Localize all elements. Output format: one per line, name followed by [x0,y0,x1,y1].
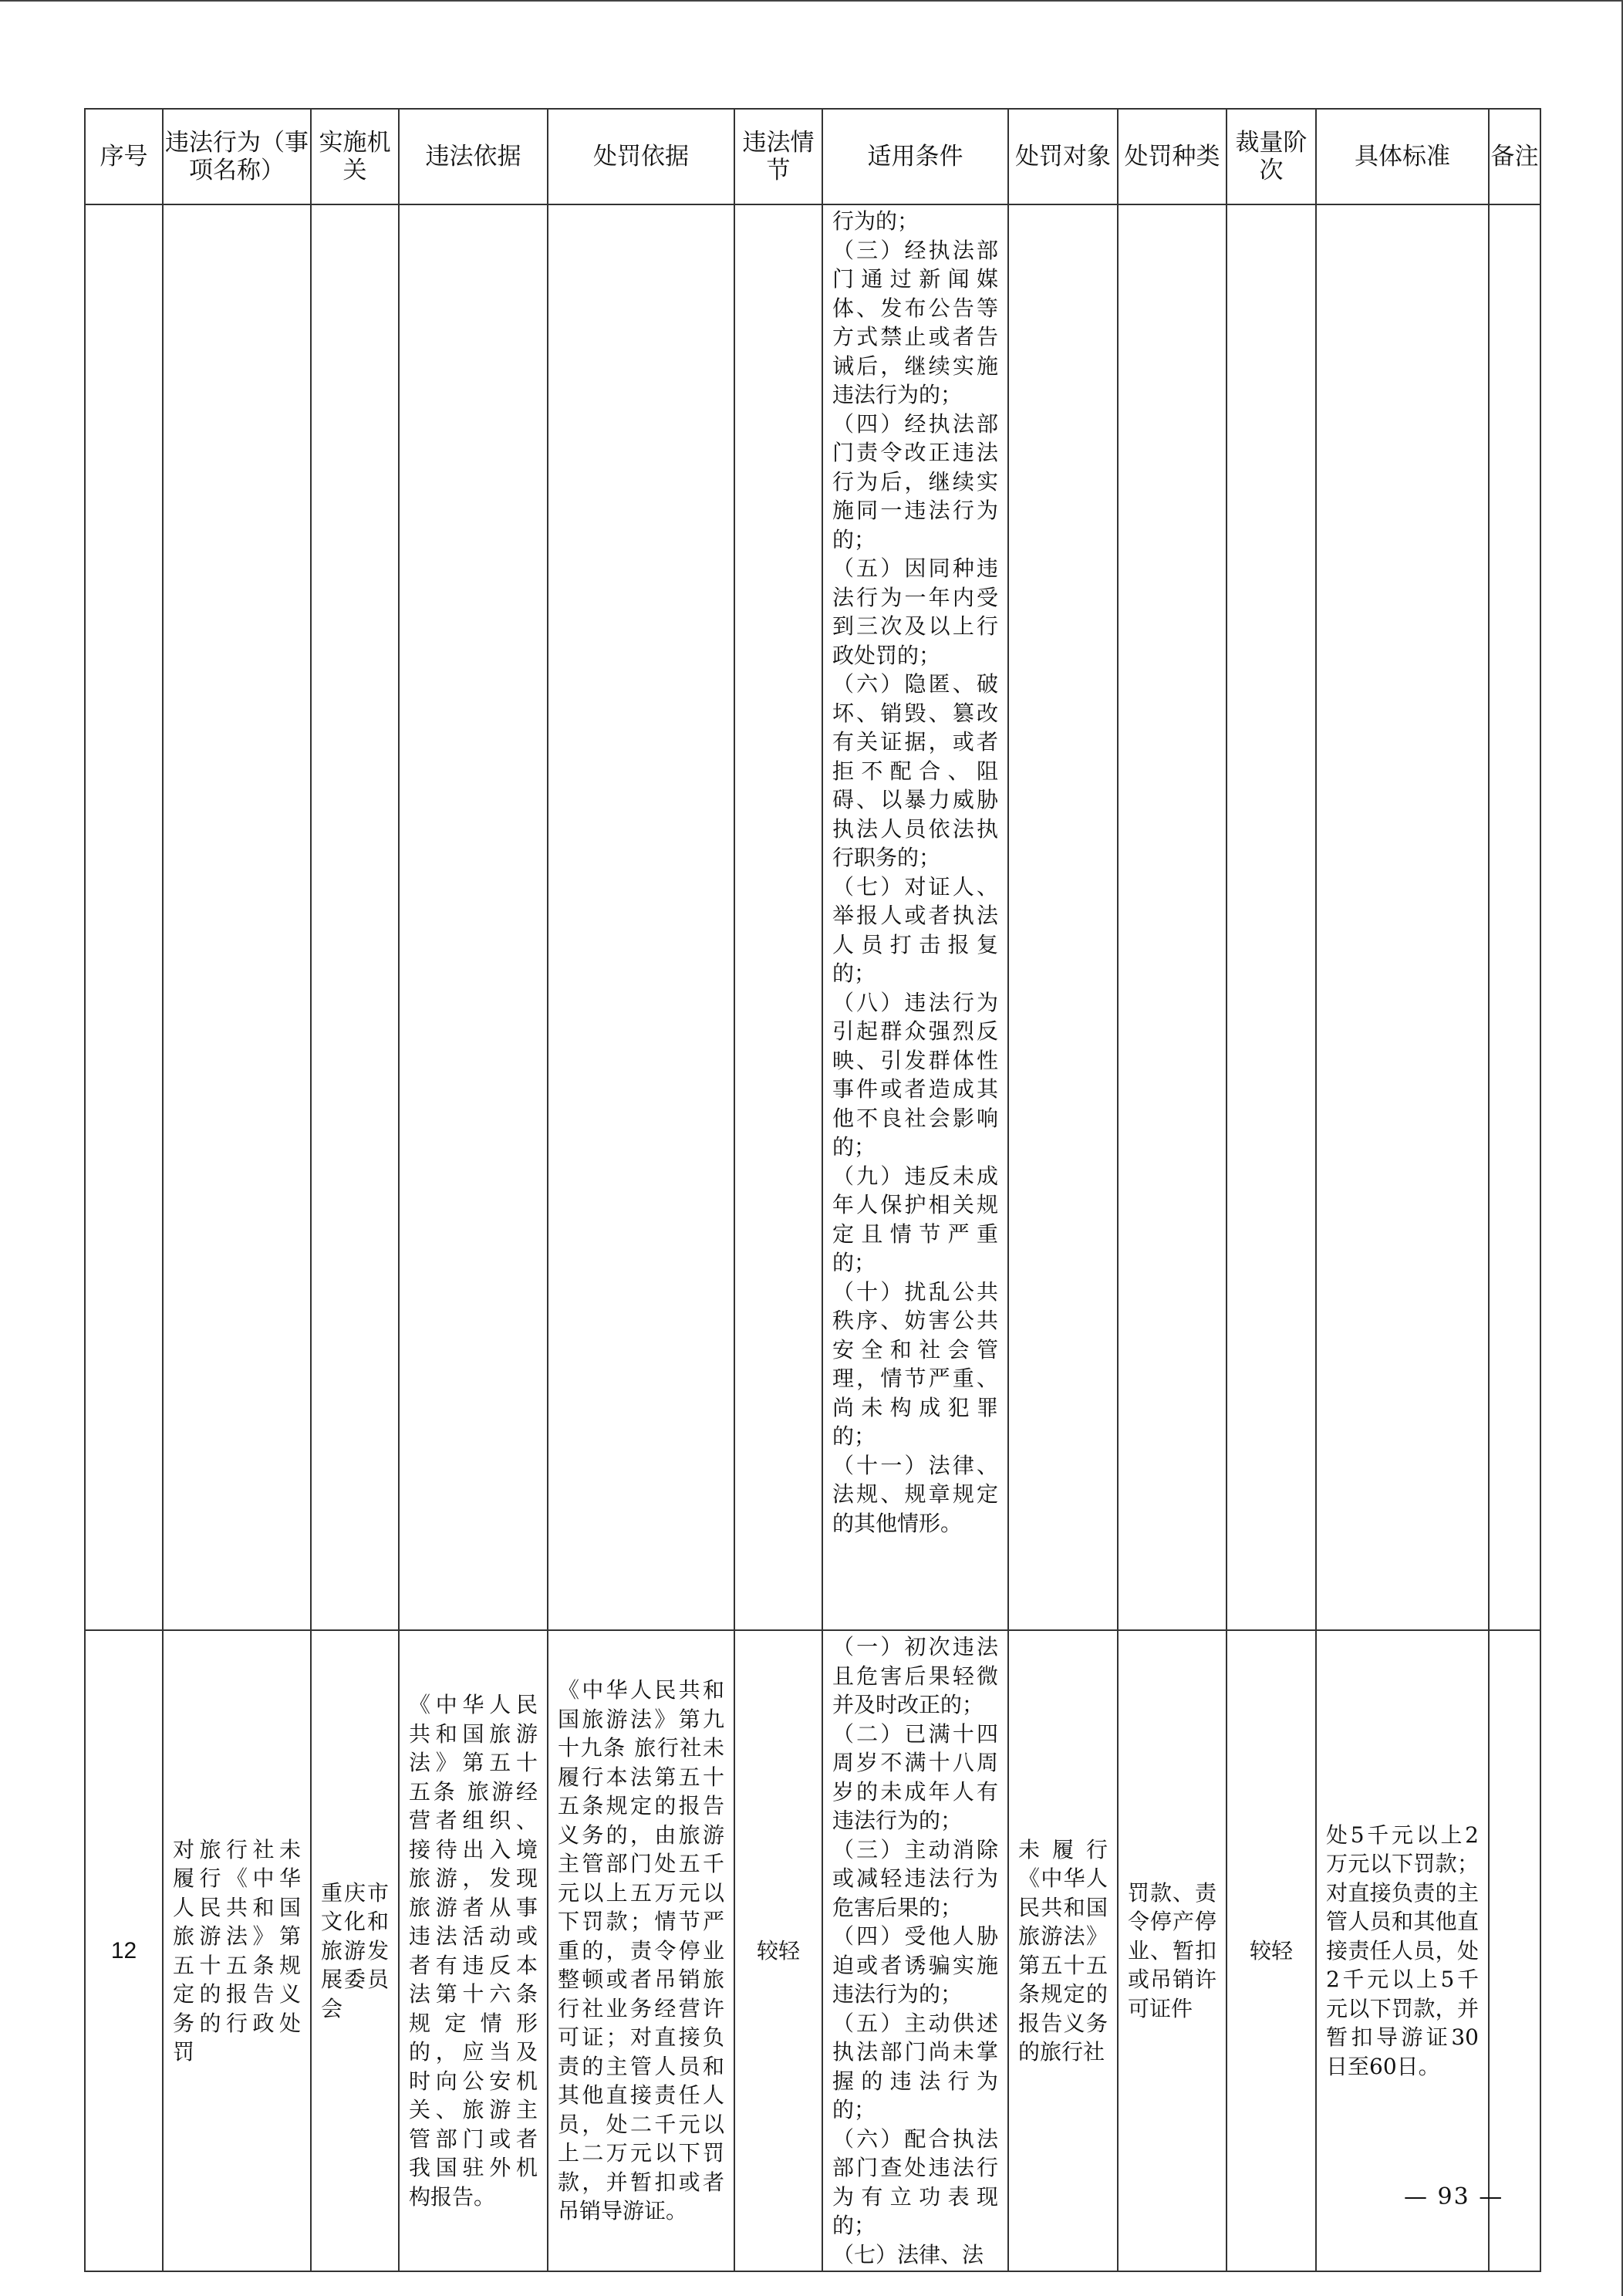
header-penalty-type: 处罚种类 [1118,109,1227,204]
condition-item: （四）经执法部门责令改正违法行为后，继续实施同一违法行为的； [832,410,998,552]
header-penalty-basis: 处罚依据 [548,109,734,204]
cell-penalty-basis [548,204,734,1630]
penalty-standard-table [84,108,1541,2272]
cell-standard [1316,1630,1489,2271]
cell-agency [311,1630,399,2271]
header-conditions: 适用条件 [822,109,1008,204]
header-item: 违法行为（事项名称） [163,109,311,204]
cell-remark [1489,1630,1540,2271]
cell-agency [311,204,399,1630]
condition-item: （五）因同种违法行为一年内受到三次及以上行政处罚的； [832,555,998,668]
header-remark: 备注 [1489,109,1540,204]
cell-level [1227,204,1316,1630]
cell-conditions [822,1630,1008,2271]
condition-item: （七）法律、法 [832,2241,984,2267]
penalty-basis-text: 《中华人民共和国旅游法》第九十九条 旅行社未履行本法第五十五条规定的报告义务的，由旅游主管部门处五千元以上五万元以下罚款；情节严重的，责令停业整顿或者吊销旅行社业务经营许可证；对直接负责的主管人员和其他直接责任人员，处二千元以上二万元以下罚款，并暂扣或者吊销导游证。 [558,1677,724,2224]
cell-penalty-type [1118,1630,1227,2271]
cell-target [1008,1630,1118,2271]
condition-item: （十一）法律、法规、规章规定的其他情形。 [832,1452,998,1536]
cell-no: 12 [85,1630,163,2271]
header-target: 处罚对象 [1008,109,1118,204]
remark-text [1490,1950,1540,1953]
target-text: 未履行《中华人民共和国旅游法》第五十五条规定的报告义务的旅行社 [1018,1836,1108,2065]
header-level: 裁量阶次 [1227,109,1316,204]
condition-item: （十）扰乱公共秩序、妨害公共安全和社会管理，情节严重、尚未构成犯罪的； [832,1278,998,1449]
condition-item: （三）经执法部门通过新闻媒体、发布公告等方式禁止或者告诫后，继续实施违法行为的； [832,237,998,407]
condition-item: （八）违法行为引起群众强烈反映、引发群体性事件或者造成其他不良社会影响的； [832,989,998,1160]
table-row [85,204,1540,1630]
cell-violation-basis [399,1630,548,2271]
cell-penalty-basis [548,1630,734,2271]
cell-circumstance [734,204,822,1630]
condition-item: （四）受他人胁迫或者诱骗实施违法行为的； [832,1923,998,2007]
condition-item: 行为的； [832,208,919,234]
table-row [85,1630,1540,2271]
item-text: 对旅行社未履行《中华人民共和国旅游法》第五十五条规定的报告义务的行政处罚 [173,1836,301,2065]
condition-item: （二）已满十四周岁不满十八周岁的未成年人有违法行为的； [832,1720,998,1833]
conditions-list [823,205,1007,1539]
standard-text: 处5千元以上2万元以下罚款；对直接负责的主管人员和其他直接责任人员，处2千元以上5千元以下罚款，并暂扣导游证30日至60日。 [1326,1822,1479,2079]
condition-item: （九）违反未成年人保护相关规定且情节严重的； [832,1163,998,1275]
condition-item: （六）配合执法部门查处违法行为有立功表现的； [832,2125,998,2238]
agency-text: 重庆市文化和旅游发展委员会 [321,1879,389,2021]
conditions-list [823,1631,1007,2271]
cell-item [163,204,311,1630]
penalty-type-text: 罚款、责令停产停业、暂扣或吊销许可证件 [1128,1879,1216,2021]
cell-conditions [822,204,1008,1630]
header-violation-basis: 违法依据 [399,109,548,204]
condition-item: （五）主动供述执法部门尚未掌握的违法行为的； [832,2010,998,2122]
header-no: 序号 [85,109,163,204]
header-agency: 实施机关 [311,109,399,204]
cell-level [1227,1630,1316,2271]
cell-violation-basis [399,204,548,1630]
condition-item: （七）对证人、举报人或者执法人员打击报复的； [832,873,998,986]
page-top-border [0,0,1623,2]
page-number: — 93 — [1404,2183,1504,2210]
condition-item: （六）隐匿、破坏、销毁、篡改有关证据，或者拒不配合、阻碍、以暴力威胁执法人员依法执行职务的； [832,671,998,870]
table-header-row [85,109,1540,204]
cell-target [1008,204,1118,1630]
violation-basis-text: 《中华人民共和国旅游法》第五十五条 旅游经营者组织、接待出入境旅游，发现旅游者从事违法活动或者有违反本法第十六条规定情形的，应当及时向公安机关、旅游主管部门或者我国驻外机构报告。 [409,1692,538,2210]
level-text: 较轻 [1249,1937,1293,1963]
condition-item: （三）主动消除或减轻违法行为危害后果的； [832,1836,998,1920]
circumstance-text: 较轻 [756,1937,800,1963]
cell-penalty-type [1118,204,1227,1630]
cell-item [163,1630,311,2271]
cell-no [85,204,163,1630]
header-standard: 具体标准 [1316,109,1489,204]
header-circumstance: 违法情节 [734,109,822,204]
cell-remark [1489,204,1540,1630]
condition-item: （一）初次违法且危害后果轻微并及时改正的； [832,1634,998,1717]
cell-circumstance [734,1630,822,2271]
cell-standard [1316,204,1489,1630]
